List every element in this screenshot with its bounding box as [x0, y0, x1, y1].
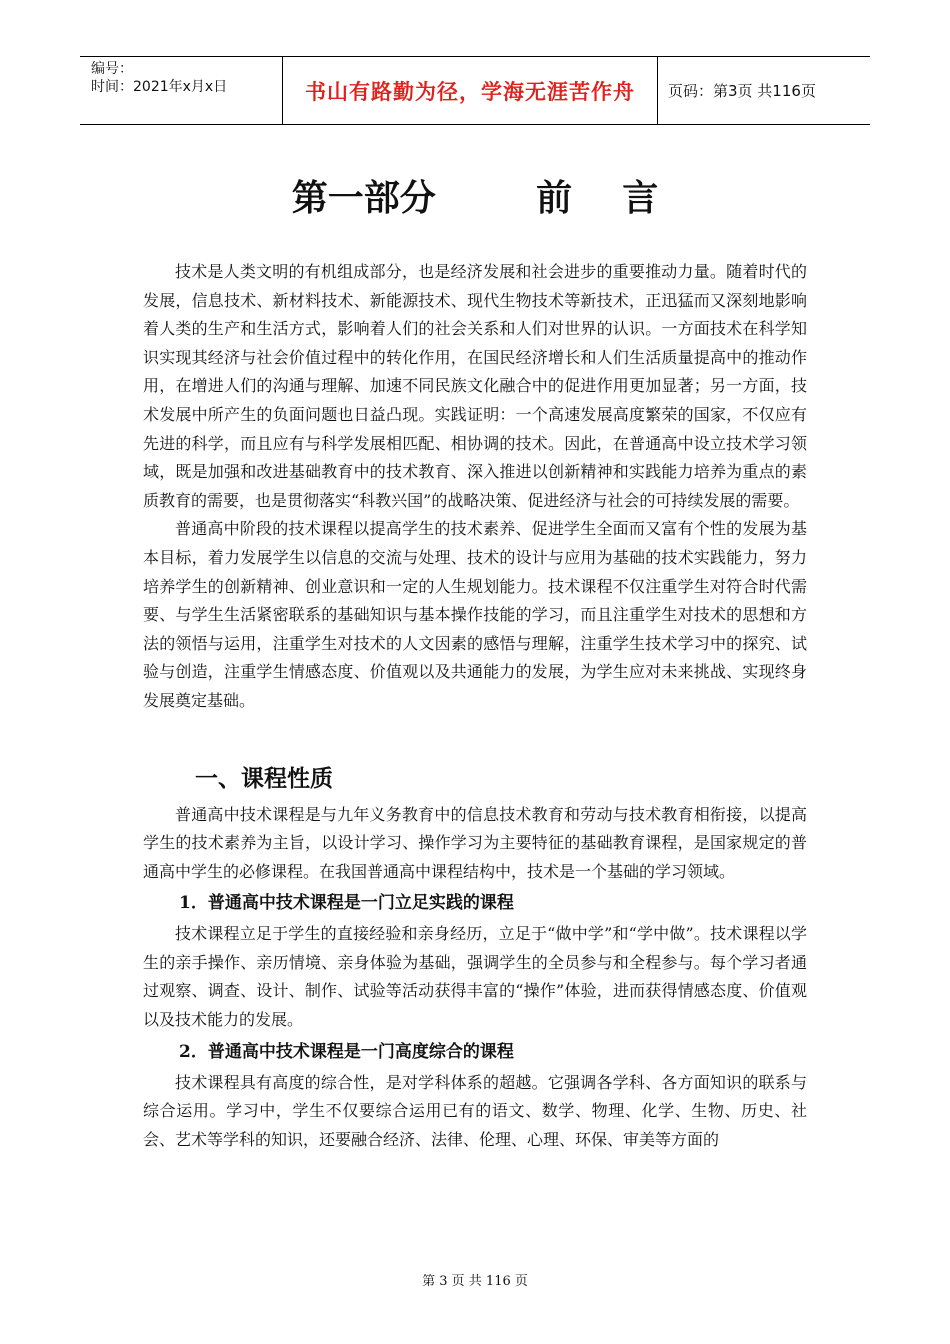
header-meta: [80, 57, 282, 124]
time-label: 时间：2021年x月x日: [91, 79, 228, 95]
subsection-heading-2: 2．普通高中技术课程是一门高度综合的课程: [179, 1041, 514, 1062]
section-heading: 一、课程性质: [195, 765, 333, 792]
number-label: 编号：: [91, 61, 133, 77]
header-page-info: 页码：第3页 共116页: [668, 82, 816, 100]
subsection-heading-1: 1．普通高中技术课程是一门立足实践的课程: [179, 893, 514, 914]
header-motto: 书山有路勤为径，学海无涯苦作舟: [282, 57, 658, 124]
page-footer: 第 3 页 共 116 页: [422, 1274, 528, 1289]
subsection-paragraph-2: 技术课程具有高度的综合性，是对学科体系的超越。它强调各学科、各方面知识的联系与综合运用。学习中，学生不仅要综合运用已有的语文、数学、物理、化学、生物、历史、社会、艺术等学科的知识，还要融合经济、法律、伦理、心理、环保、审美等方面的: [143, 1072, 807, 1149]
document-body: [143, 258, 807, 1154]
page-header: [80, 56, 870, 125]
intro-paragraph-2: 普通高中阶段的技术课程以提高学生的技术素养、促进学生全面而又富有个性的发展为基本目标，着力发展学生以信息的交流与处理、技术的设计与应用为基础的技术实践能力，努力培养学生的创新精神、创业意识和一定的人生规划能力。技术课程不仅注重学生对符合时代需要、与学生生活紧密联系的基础知识与基本操作技能的学习，而且注重学生对技术的思想和方法的领悟与运用，注重学生对技术的人文因素的感悟与理解，注重学生技术学习中的探究、试验与创造，注重学生情感态度、价值观以及共通能力的发展，为学生应对未来挑战、实现终身发展奠定基础。: [143, 519, 807, 710]
section-intro-paragraph: 普通高中技术课程是与九年义务教育中的信息技术教育和劳动与技术教育相衔接，以提高学生的技术素养为主旨，以设计学习、操作学习为主要特征的基础教育课程，是国家规定的普通高中学生的必修课程。在我国普通高中课程结构中，技术是一个基础的学习领域。: [143, 804, 807, 881]
page-title: 第一部分 前 言: [291, 178, 659, 219]
subsection-paragraph-1: 技术课程立足于学生的直接经验和亲身经历，立足于“做中学”和“学中做”。技术课程以学生的亲手操作、亲历情境、亲身体验为基础，强调学生的全员参与和全程参与。每个学习者通过观察、调查、设计、制作、试验等活动获得丰富的“操作”体验，进而获得情感态度、价值观以及技术能力的发展。: [143, 924, 807, 1030]
intro-paragraph-1: 技术是人类文明的有机组成部分，也是经济发展和社会进步的重要推动力量。随着时代的发展，信息技术、新材料技术、新能源技术、现代生物技术等新技术，正迅猛而又深刻地影响着人类的生产和生活方式，影响着人们的社会关系和人们对世界的认识。一方面技术在科学知识实现其经济与社会价值过程中的转化作用，在国民经济增长和人们生活质量提高中的推动作用，在增进人们的沟通与理解、加速不同民族文化融合中的促进作用更加显著；另一方面，技术发展中所产生的负面问题也日益凸现。实践证明：一个高速发展高度繁荣的国家，不仅应有先进的科学，而且应有与科学发展相匹配、相协调的技术。因此，在普通高中设立技术学习领域，既是加强和改进基础教育中的技术教育、深入推进以创新精神和实践能力培养为重点的素质教育的需要，也是贯彻落实“科教兴国”的战略决策、促进经济与社会的可持续发展的需要。: [143, 262, 807, 510]
